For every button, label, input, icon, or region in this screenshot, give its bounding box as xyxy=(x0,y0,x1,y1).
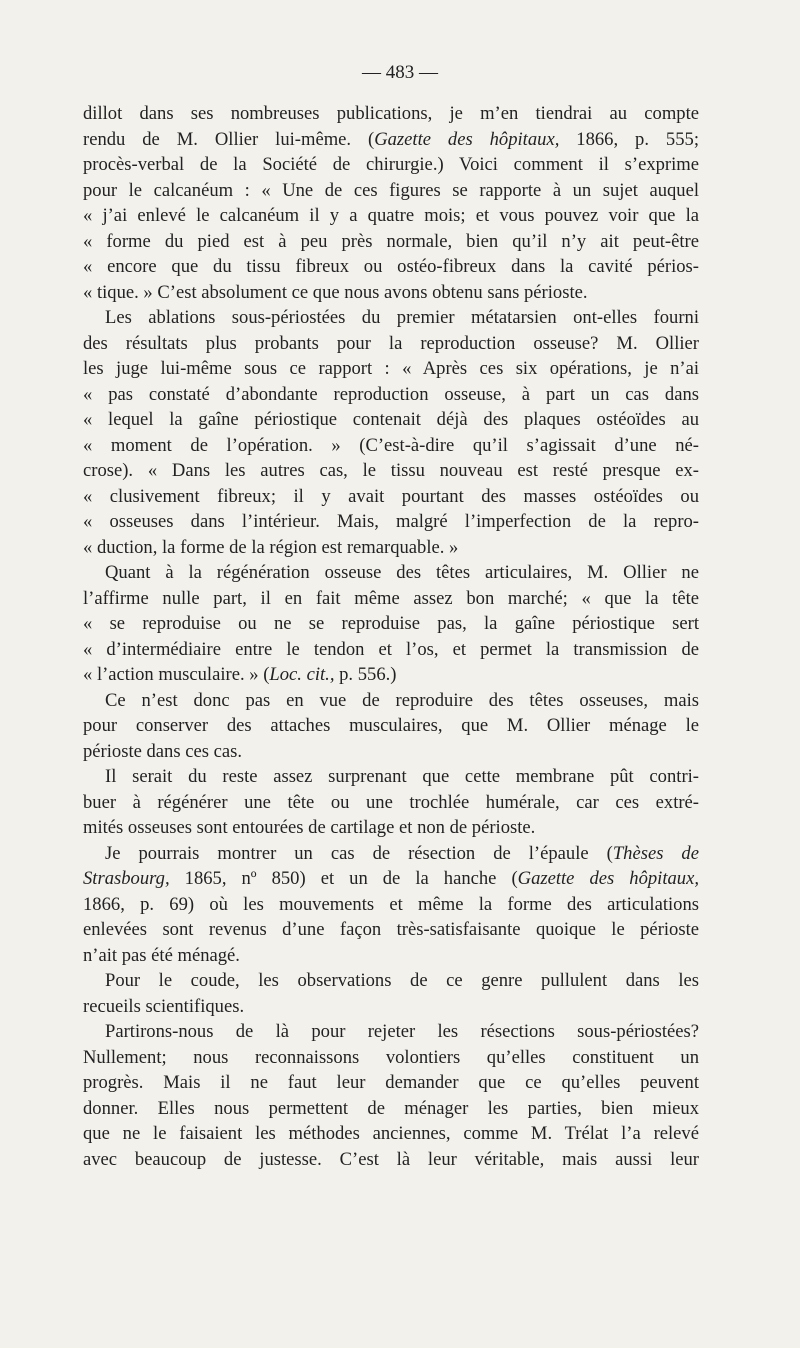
text-line xyxy=(83,458,699,484)
text-line xyxy=(83,968,699,994)
text-segment: Je pourrais montrer un cas de résection de l’épaule ( xyxy=(105,842,613,864)
text-line xyxy=(83,1019,699,1045)
text-segment: p. 556.) xyxy=(334,664,397,685)
text-line xyxy=(83,331,699,357)
text-line xyxy=(83,1045,699,1071)
text-line xyxy=(83,943,699,969)
text-segment: des résultats plus probants pour la reproduction osseuse? M. Ollier xyxy=(83,332,699,354)
text-line xyxy=(83,484,699,510)
text-segment: dillot dans ses nombreuses publications, je m’en tiendrai au compte xyxy=(83,103,699,124)
citation-italic: Gazette des hôpitaux, xyxy=(517,868,699,889)
text-line xyxy=(83,815,699,841)
text-segment: « d’intermédiaire entre le tendon et l’os, et permet la transmission de xyxy=(83,638,699,660)
text-segment: Les ablations sous-périostées du premier métatarsien ont-elles fourni xyxy=(105,307,699,328)
text-line xyxy=(83,1096,699,1122)
text-segment: pour le calcanéum : « Une de ces figures se rapporte à un sujet auquel xyxy=(83,179,699,201)
citation-italic: Strasbourg, xyxy=(83,868,170,889)
text-segment: les juge lui-même sous ce rapport : « Après ces six opérations, je n’ai xyxy=(83,358,699,379)
text-segment: Ce n’est donc pas en vue de reproduire des têtes osseuses, mais xyxy=(105,689,699,711)
text-segment: « moment de l’opération. » (C’est-à-dire qu’il s’agissait d’une né- xyxy=(83,434,699,456)
text-segment: Nullement; nous reconnaissons volontiers qu’elles constituent un xyxy=(83,1046,699,1068)
text-segment: Partirons-nous de là pour rejeter les résections sous-périostées? xyxy=(105,1021,699,1042)
text-line xyxy=(83,586,699,612)
text-line xyxy=(83,688,699,714)
text-line xyxy=(83,917,699,943)
text-line xyxy=(83,127,699,153)
text-segment: 1866, p. 555; xyxy=(559,128,699,150)
text-line xyxy=(83,535,699,561)
text-segment: « lequel la gaîne périostique contenait déjà des plaques ostéoïdes au xyxy=(83,409,699,430)
text-segment: Il serait du reste assez surprenant que cette membrane pût contri- xyxy=(105,766,699,787)
text-line xyxy=(83,382,699,408)
text-line xyxy=(83,152,699,178)
text-line xyxy=(83,1147,699,1173)
text-segment: 1866, p. 69) où les mouvements et même la forme des articulations xyxy=(83,893,699,915)
text-line xyxy=(83,407,699,433)
text-line xyxy=(83,203,699,229)
text-line xyxy=(83,178,699,204)
text-segment: que ne le faisaient les méthodes anciennes, comme M. Trélat l’a relevé xyxy=(83,1123,699,1144)
text-line xyxy=(83,509,699,535)
text-segment: Quant à la régénération osseuse des têtes articulaires, M. Ollier ne xyxy=(105,562,699,583)
text-segment: n’ait pas été ménagé. xyxy=(83,944,240,966)
text-line xyxy=(83,637,699,663)
text-line xyxy=(83,841,699,867)
citation-italic: Gazette des hôpitaux, xyxy=(374,128,560,150)
text-line xyxy=(83,739,699,765)
text-segment: « forme du pied est à peu près normale, bien qu’il n’y ait peut-être xyxy=(83,230,699,252)
text-line xyxy=(83,1121,699,1147)
page-number: — 483 — xyxy=(362,62,438,83)
text-line xyxy=(83,356,699,382)
text-line xyxy=(83,892,699,918)
text-line xyxy=(83,994,699,1020)
text-line xyxy=(83,280,699,306)
text-line xyxy=(83,254,699,280)
text-segment: crose). « Dans les autres cas, le tissu nouveau est resté presque ex- xyxy=(83,460,699,481)
text-line xyxy=(83,229,699,255)
text-line xyxy=(83,101,699,127)
text-segment: donner. Elles nous permettent de ménager les parties, bien mieux xyxy=(83,1097,699,1119)
text-line xyxy=(83,662,699,688)
text-segment: « encore que du tissu fibreux ou ostéo-fibreux dans la cavité périos- xyxy=(83,256,699,277)
text-segment: buer à régénérer une tête ou une trochlée humérale, car ces extré- xyxy=(83,791,699,813)
citation-italic: Thèses de xyxy=(612,842,699,864)
text-line xyxy=(83,866,699,892)
text-segment: « se reproduise ou ne se reproduise pas, la gaîne périostique sert xyxy=(83,613,699,634)
text-line xyxy=(83,611,699,637)
text-segment: périoste dans ces cas. xyxy=(83,740,243,762)
text-segment: enlevées sont revenus d’une façon très-satisfaisante quoique le périoste xyxy=(83,919,699,940)
body-text xyxy=(83,101,699,1172)
text-segment: 1865, nº 850) et un de la hanche ( xyxy=(169,868,518,889)
text-line xyxy=(83,433,699,459)
text-segment: pour conserver des attaches musculaires, que M. Ollier ménage le xyxy=(83,715,699,736)
text-line xyxy=(83,764,699,790)
text-segment: mités osseuses sont entourées de cartilage et non de périoste. xyxy=(83,817,536,838)
text-segment: « duction, la forme de la région est remarquable. » xyxy=(83,536,459,558)
text-segment: « clusivement fibreux; il y avait pourtant des masses ostéoïdes ou xyxy=(83,485,699,507)
text-segment: Pour le coude, les observations de ce genre pullulent dans les xyxy=(105,970,699,991)
citation-italic: Loc. cit., xyxy=(269,664,335,685)
text-segment: procès-verbal de la Société de chirurgie.) Voici comment il s’exprime xyxy=(83,154,699,175)
text-segment: recueils scientifiques. xyxy=(83,995,245,1017)
text-segment: « tique. » C’est absolument ce que nous avons obtenu sans périoste. xyxy=(83,281,588,303)
text-line xyxy=(83,560,699,586)
text-segment: « pas constaté d’abondante reproduction osseuse, à part un cas dans xyxy=(83,383,699,405)
text-line xyxy=(83,305,699,331)
text-segment: progrès. Mais il ne faut leur demander que ce qu’elles peuvent xyxy=(83,1072,699,1093)
text-segment: « osseuses dans l’intérieur. Mais, malgré l’imperfection de la repro- xyxy=(83,511,699,532)
text-segment: l’affirme nulle part, il en fait même assez bon marché; « que la tête xyxy=(83,587,699,609)
text-segment: rendu de M. Ollier lui-même. ( xyxy=(83,128,375,150)
text-segment: « j’ai enlevé le calcanéum il y a quatre mois; et vous pouvez voir que la xyxy=(83,205,699,226)
text-segment: avec beaucoup de justesse. C’est là leur véritable, mais aussi leur xyxy=(83,1148,699,1170)
text-line xyxy=(83,713,699,739)
text-line xyxy=(83,790,699,816)
text-segment: « l’action musculaire. » ( xyxy=(83,664,270,685)
text-line xyxy=(83,1070,699,1096)
